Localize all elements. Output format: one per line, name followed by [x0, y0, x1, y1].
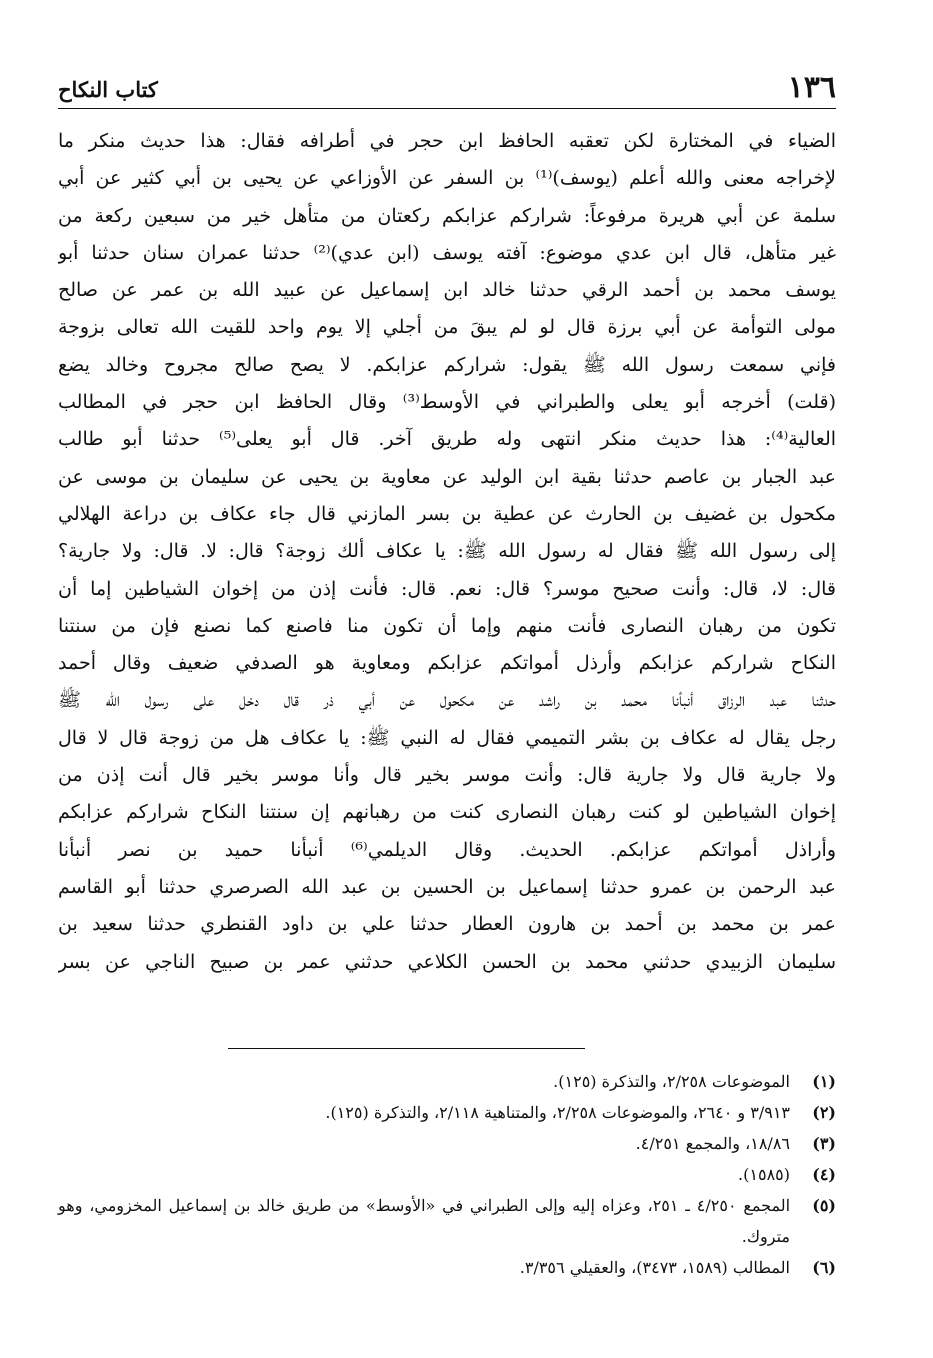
- text-line: إخوان الشياطين لو كنت رهبان النصارى كنت من رهبانهم إن سنتنا النكاح شراركم عزابكم: [58, 801, 836, 824]
- footnote-text: الموضوعات ٢/٢٥٨، والتذكرة (١٢٥).: [553, 1072, 790, 1091]
- text-line: الضياء في المختارة لكن تعقبه الحافظ ابن حجر في أطرافه فقال: هذا حديث منكر ما: [58, 130, 836, 152]
- footnote-number: (٣): [812, 1134, 836, 1153]
- main-text: [58, 123, 836, 981]
- footnote-text: ١٨/٨٦، والمجمع ٤/٢٥١.: [635, 1134, 790, 1153]
- text-line: سليمان الزبيدي حدثني محمد بن الحسن الكلاعي حدثني عمر بن صبيح الناجي عن بسر: [58, 950, 836, 973]
- footnote-number: (٤): [812, 1165, 836, 1184]
- text-line: إلى رسول الله ﷺ فقال له رسول الله ﷺ: يا عكاف ألك زوجة؟ قال: لا. قال: ولا جارية؟: [58, 540, 836, 563]
- footnote-number: (٥): [812, 1196, 836, 1215]
- text-line: حدثنا عبد الرزاق أنبأنا محمد بن راشد عن مكحول عن أبي ذر قال دخل على رسول الله ﷺ: [58, 689, 836, 712]
- running-title: كتاب النكاح: [58, 77, 158, 102]
- footnote-item: [58, 1190, 836, 1252]
- footnote-text: المجمع ٤/٢٥٠ ـ ٢٥١، وعزاه إليه وإلى الطبراني في «الأوسط» من طريق خالد بن إسماعيل المخزومي، وهو متروك.: [58, 1196, 791, 1246]
- footnotes: [58, 1066, 836, 1283]
- text-line: عبد الجبار بن عاصم حدثنا بقية ابن الوليد عن معاوية بن يحيى عن سليمان بن موسى عن: [58, 465, 836, 488]
- text-line: وأراذل أمواتكم عزابكم. الحديث. وقال الديلمي⁽⁶⁾ أنبأنا حميد بن نصر أنبأنا: [58, 838, 836, 861]
- book-page: [58, 62, 836, 981]
- text-line: (قلت) أخرجه أبو يعلى والطبراني في الأوسط⁽³⁾ وقال الحافظ ابن حجر في المطالب: [58, 391, 836, 414]
- footnote-text: (١٥٨٥).: [738, 1165, 790, 1184]
- text-line: مولى التوأمة عن أبي برزة قال لو لم يبقَ من أجلي إلا يوم واحد للقيت الله تعالى بزوجة: [58, 316, 836, 339]
- text-line: النكاح شراركم عزابكم وأرذل أمواتكم عزابكم ومعاوية هو الصدفي ضعيف وقال أحمد: [58, 652, 836, 675]
- footnote-number: (٦): [812, 1258, 836, 1277]
- text-line: يوسف محمد بن أحمد الرقي حدثنا خالد ابن إسماعيل عن عبيد الله بن عمر عن صالح: [58, 279, 836, 302]
- text-line: ولا جارية قال ولا جارية قال: وأنت موسر بخير قال وأنا موسر بخير قال أنت إذن من: [58, 764, 836, 787]
- text-line: عمر بن محمد بن أحمد بن هارون العطار حدثنا علي بن داود القنطري حدثنا سعيد بن: [58, 913, 836, 936]
- page-number: ١٣٦: [787, 70, 836, 105]
- footnote-item: [58, 1128, 836, 1159]
- footnote-number: (٢): [812, 1103, 836, 1122]
- footnote-item: [58, 1097, 836, 1128]
- footnote-text: ٣/٩١٣ و ٢٦٤٠، والموضوعات ٢/٢٥٨، والمتناهية ٢/١١٨، والتذكرة (١٢٥).: [325, 1103, 790, 1122]
- text-line: لإخراجه معنى والله أعلم (يوسف)⁽¹⁾ بن السفر عن الأوزاعي عن يحيى بن أبي كثير عن أبي: [58, 167, 836, 190]
- footnote-separator: [228, 1048, 585, 1049]
- text-line: فإني سمعت رسول الله ﷺ يقول: شراركم عزابكم. لا يصح صالح مجروح وخالد يضع: [58, 353, 836, 376]
- footnote-text: المطالب (١٥٨٩، ٣٤٧٣)، والعقيلي ٣/٣٥٦.: [519, 1258, 790, 1277]
- text-line: العالية⁽⁴⁾: هذا حديث منكر انتهى وله طريق آخر. قال أبو يعلى⁽⁵⁾ حدثنا أبو طالب: [58, 428, 836, 451]
- text-line: عبد الرحمن بن عمرو حدثنا إسماعيل بن الحسين بن عبد الله الصرصري حدثنا أبو القاسم: [58, 875, 836, 898]
- footnote-item: [58, 1252, 836, 1283]
- text-line: غير متأهل، قال ابن عدي موضوع: آفته يوسف (ابن عدي)⁽²⁾ حدثنا عمران سنان حدثنا أبو: [58, 241, 836, 264]
- text-line: مكحول بن غضيف بن الحارث عن عطية بن بسر المازني قال جاء عكاف بن دراعة الهلالي: [58, 502, 836, 525]
- text-line: تكون من رهبان النصارى فأنت منهم وإما أن تكون منا فاصنع كما نصنع فإن من سنتنا: [58, 614, 836, 637]
- text-line: قال: لا، قال: وأنت صحيح موسر؟ قال: نعم. قال: فأنت إذن من إخوان الشياطين إما أن: [58, 577, 836, 600]
- text-line: سلمة عن أبي هريرة مرفوعاً: شراركم عزابكم ركعتان من متأهل خير من سبعين ركعة من: [58, 204, 836, 227]
- text-line: رجل يقال له عكاف بن بشر التميمي فقال له النبي ﷺ: يا عكاف هل من زوجة قال لا قال: [58, 726, 836, 749]
- footnote-item: [58, 1066, 836, 1097]
- footnote-item: [58, 1159, 836, 1190]
- footnote-number: (١): [812, 1072, 836, 1091]
- page-header: [58, 62, 836, 109]
